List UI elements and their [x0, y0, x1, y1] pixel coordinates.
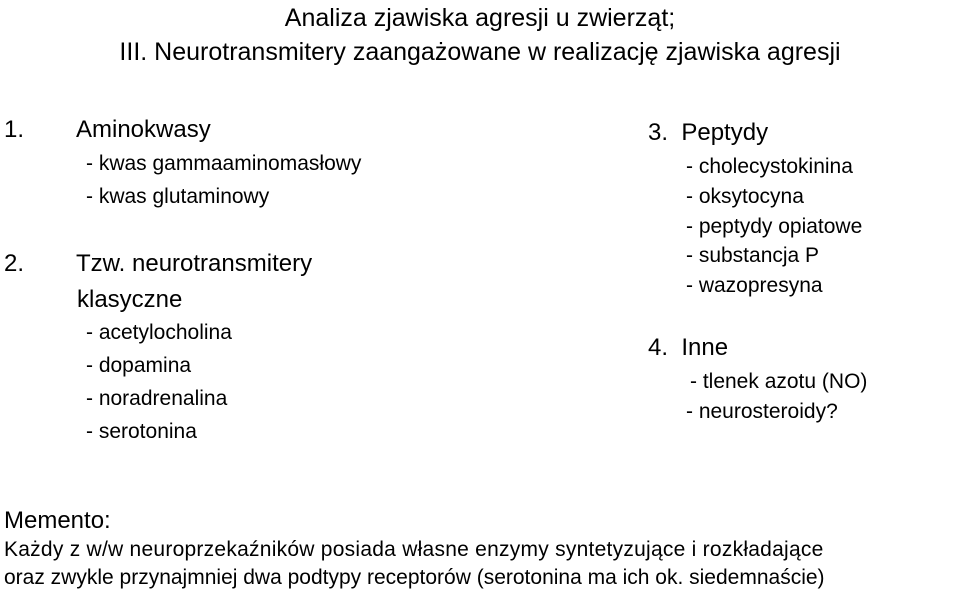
list-item: - oksytocyna	[686, 185, 804, 208]
section-2-heading-continued: klasyczne	[77, 286, 183, 313]
slide-title-line-2: III. Neurotransmitery zaangażowane w realizację zjawiska agresji	[119, 38, 841, 66]
list-item: - neurosteroidy?	[686, 400, 838, 423]
section-4-heading: 4. Inne	[648, 334, 729, 361]
list-item: - kwas glutaminowy	[86, 185, 270, 208]
list-item: - kwas gammaaminomasłowy	[86, 152, 362, 175]
list-item: - noradrenalina	[86, 387, 228, 410]
section-1-heading: Aminokwasy	[76, 116, 211, 143]
list-item: - peptydy opiatowe	[686, 215, 863, 238]
list-item: - substancja P	[686, 244, 820, 267]
memento-line-2: oraz zwykle przynajmniej dwa podtypy receptorów (serotonina ma ich ok. siedemnaście)	[4, 566, 825, 589]
memento-line-1: Każdy z w/w neuroprzekaźników posiada własne enzymy syntetyzujące i rozkładające	[4, 538, 824, 561]
memento-label: Memento:	[4, 507, 111, 534]
section-2-heading: Tzw. neurotransmitery	[76, 250, 313, 277]
list-item: - wazopresyna	[686, 274, 823, 297]
section-2-number: 2.	[4, 250, 25, 277]
list-item: - dopamina	[86, 354, 192, 377]
section-1-number: 1.	[4, 116, 25, 143]
slide-title-line-1: Analiza zjawiska agresji u zwierząt;	[284, 4, 676, 32]
list-item: - serotonina	[86, 420, 197, 443]
list-item: - acetylocholina	[86, 321, 232, 344]
list-item: - cholecystokinina	[686, 155, 853, 178]
list-item: - tlenek azotu (NO)	[690, 370, 868, 393]
section-3-heading: 3. Peptydy	[648, 119, 769, 146]
